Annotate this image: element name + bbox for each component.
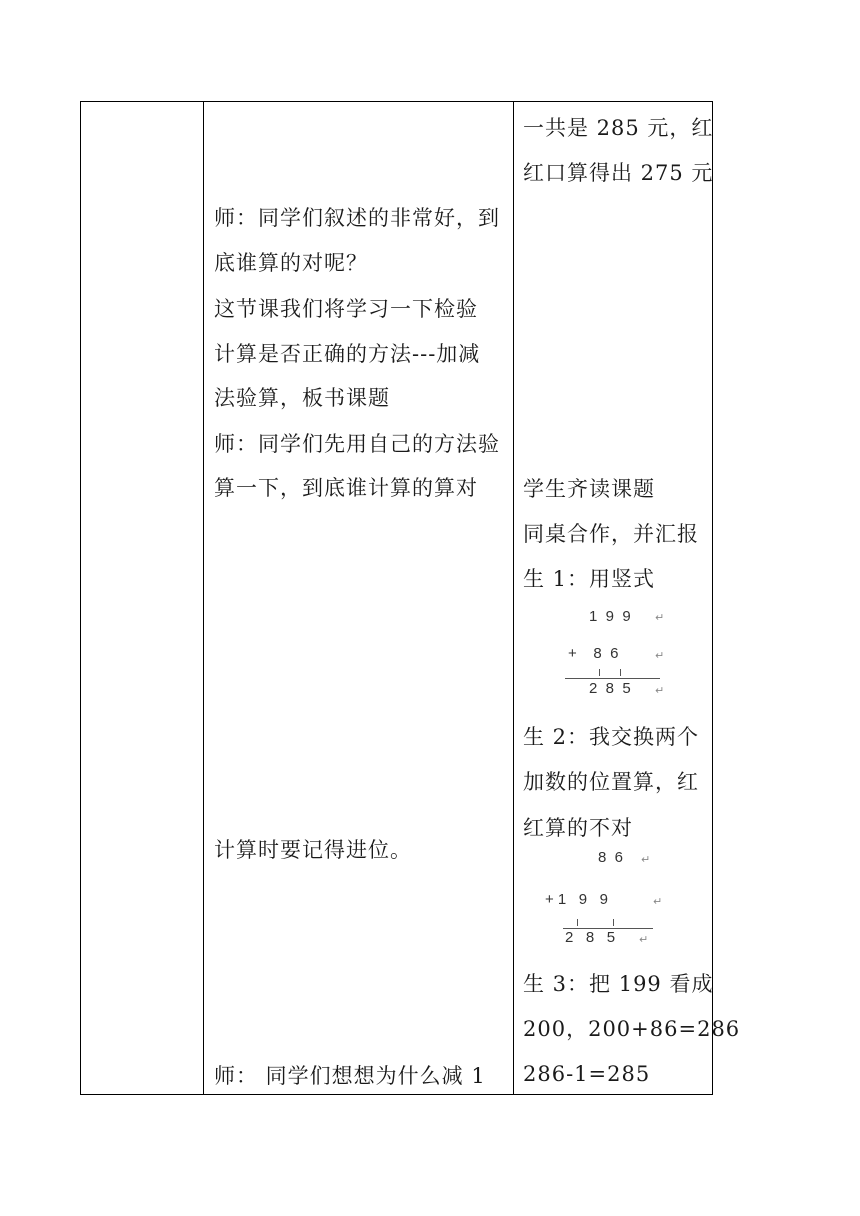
calc-row: + 8 6 [568,645,619,662]
student-text-line: 学生齐读课题 [523,477,655,501]
carry-mark [599,669,600,676]
teacher-text-line: 底谁算的对呢？ [214,251,368,275]
teacher-text-line: 法验算，板书课题 [214,386,390,410]
teacher-text-line: 计算时要记得进位。 [214,838,412,862]
teacher-text-line: 这节课我们将学习一下检验 [214,297,478,321]
vertical-addition-2 [543,849,673,949]
column-divider-1 [203,102,204,1094]
calc-row: + 1 9 9 [545,891,608,908]
teacher-text-line: 师： 同学们想想为什么减 1 [214,1064,486,1088]
vertical-addition-1 [565,607,675,699]
teacher-text-line: 算一下，到底谁计算的算对 [214,476,478,500]
return-mark-icon: ↵ [653,896,663,908]
student-text-line: 286-1=285 [523,1062,651,1086]
sum-line [565,678,660,679]
lesson-plan-table [80,101,741,1095]
student-text-line: 生 3：把 199 看成 [523,972,714,996]
student-text-line: 红口算得出 275 元 [523,161,714,185]
calc-row: 2 8 5 [589,680,631,697]
calc-row: 1 9 9 [589,608,631,625]
column-divider-2 [513,102,514,1094]
return-mark-icon: ↵ [655,612,665,624]
carry-mark [620,669,621,676]
calc-row: 2 8 5 [565,929,616,946]
teacher-text-line: 师：同学们叙述的非常好，到 [214,206,500,230]
carry-mark [613,919,614,926]
calc-row: 8 6 [598,849,624,866]
return-mark-icon: ↵ [641,854,651,866]
student-text-line: 一共是 285 元，红 [523,116,714,140]
student-text-line: 红算的不对 [523,816,633,840]
student-text-line: 同桌合作，并汇报 [523,522,699,546]
student-text-line: 加数的位置算，红 [523,770,699,794]
carry-mark [577,919,578,926]
return-mark-icon: ↵ [639,934,649,946]
return-mark-icon: ↵ [655,650,665,662]
student-text-line: 生 2：我交换两个 [523,725,700,749]
return-mark-icon: ↵ [655,685,665,697]
student-text-line: 生 1：用竖式 [523,567,656,591]
student-text-line: 200，200+86=286 [523,1017,741,1041]
teacher-text-line: 师：同学们先用自己的方法验 [214,432,500,456]
teacher-text-line: 计算是否正确的方法---加减 [214,342,481,366]
